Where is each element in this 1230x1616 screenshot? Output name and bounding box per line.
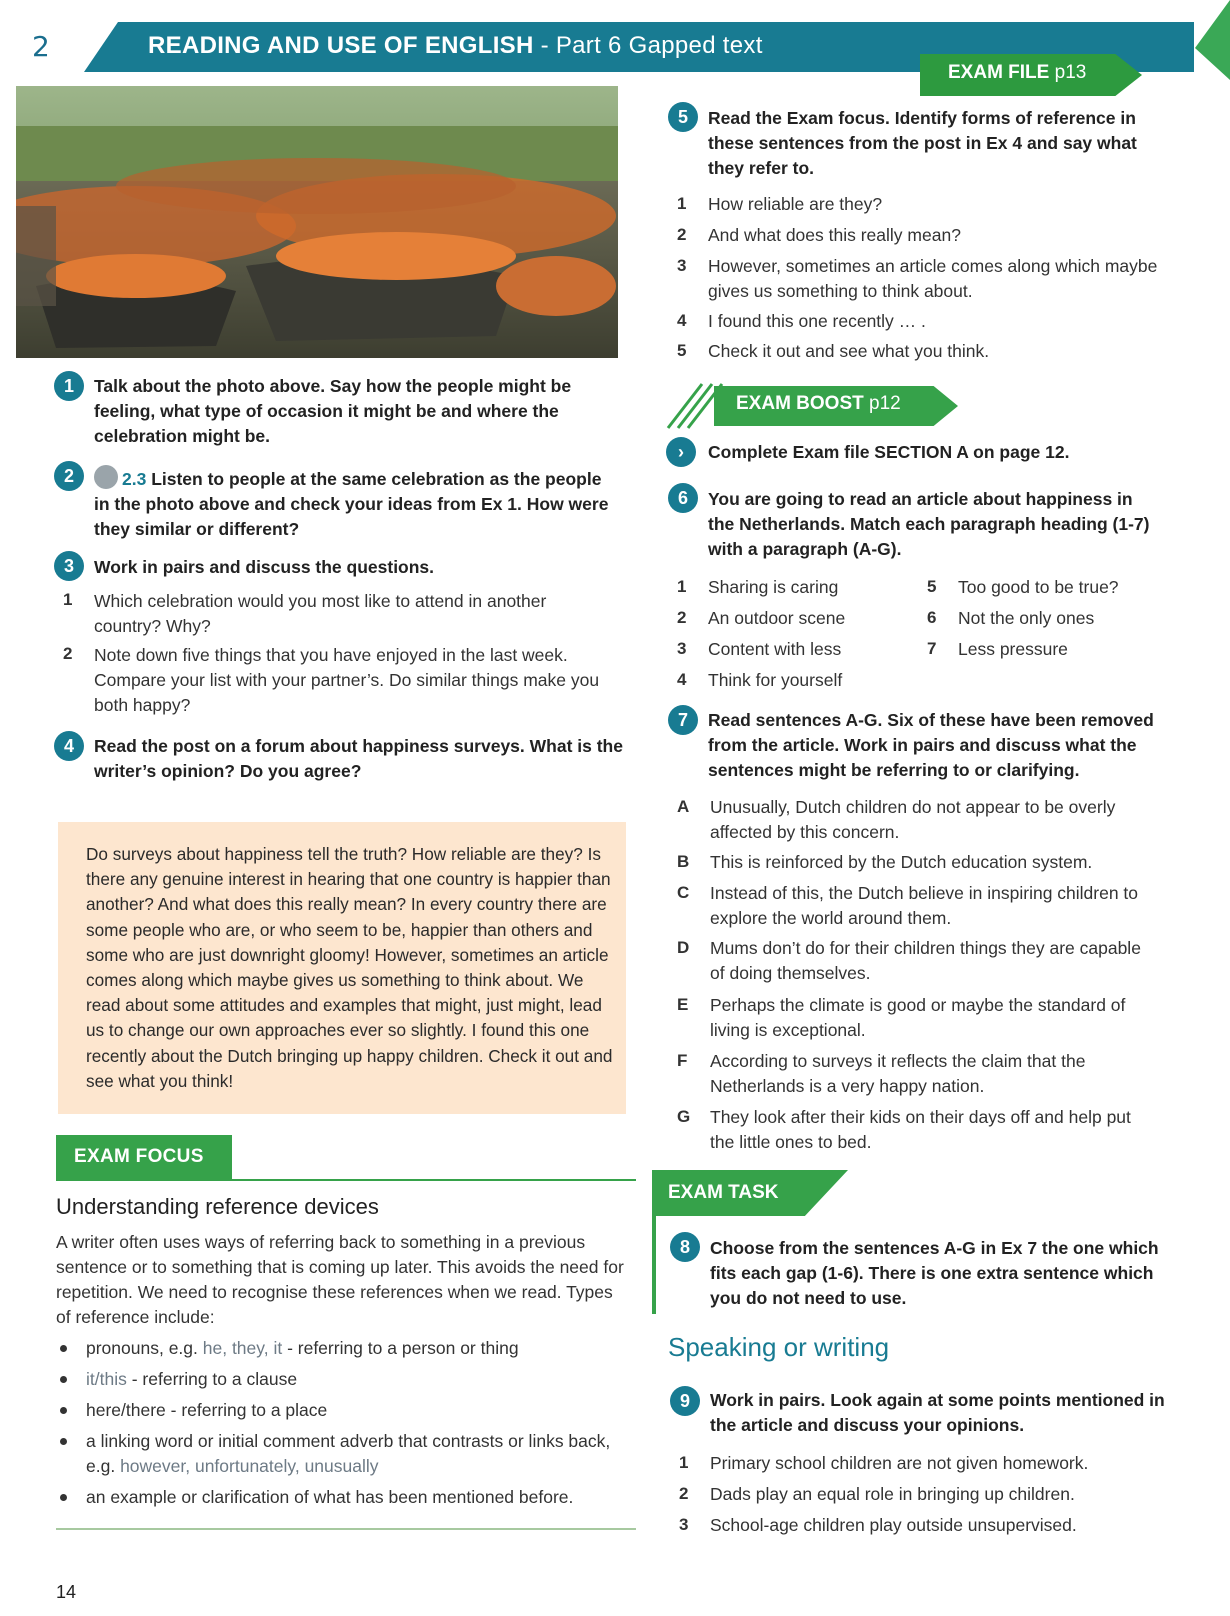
arrow-right-icon: › <box>666 437 696 467</box>
heading-number: 5 <box>927 577 937 596</box>
exercise-9-item-number: 2 <box>679 1484 689 1503</box>
exercise-3-instruction: Work in pairs and discuss the questions. <box>94 557 435 577</box>
exercise-5-item-number: 1 <box>677 194 687 213</box>
bullet-tail: - referring to a clause <box>126 1369 298 1389</box>
exam-boost-label-text: EXAM BOOST <box>736 393 864 414</box>
exercise-2-number: 2 <box>54 461 84 491</box>
paragraph-heading: Content with less <box>708 639 842 659</box>
exam-boost-instruction: Complete Exam file SECTION A on page 12. <box>708 442 1070 462</box>
bullet-dot <box>60 1494 67 1501</box>
exercise-5-item: And what does this really mean? <box>708 225 961 245</box>
bullet-dot <box>60 1407 67 1414</box>
exam-file-label[interactable] <box>948 62 1086 84</box>
reference-type-item <box>86 1367 626 1392</box>
exercise-3-number: 3 <box>54 551 84 581</box>
bullet-tail: - referring to a place <box>165 1400 328 1420</box>
exercise-9-item-number: 1 <box>679 1453 689 1472</box>
exercise-4-number: 4 <box>54 731 84 761</box>
exam-boost-page: p12 <box>863 393 901 414</box>
heading-number: 3 <box>677 639 687 658</box>
heading-number: 7 <box>927 639 937 658</box>
reference-type-item <box>86 1485 626 1510</box>
bullet-dot <box>60 1438 67 1445</box>
exam-focus-heading: Understanding reference devices <box>56 1194 379 1219</box>
exercise-9-item: Primary school children are not given homework. <box>710 1453 1089 1473</box>
sentence-letter: E <box>677 995 689 1014</box>
exercise-5-item-number: 2 <box>677 225 687 244</box>
exercise-7-number: 7 <box>668 705 698 735</box>
sentence-option: Instead of this, the Dutch believe in inspiring children to explore the world around them. <box>710 883 1139 928</box>
exercise-5-item: Check it out and see what you think. <box>708 341 990 361</box>
page-title <box>148 32 763 60</box>
exercise-8-instruction: Choose from the sentences A-G in Ex 7 the one which fits each gap (1-6). There is one extra sentence which you do not need to use. <box>710 1238 1159 1308</box>
divider <box>56 1528 636 1530</box>
exercise-3-item: Which celebration would you most like to attend in another country? Why? <box>94 591 547 636</box>
exercise-9-number: 9 <box>670 1386 700 1416</box>
paragraph-heading: Too good to be true? <box>958 577 1119 597</box>
heading-number: 2 <box>677 608 687 627</box>
audio-track-number[interactable]: 2.3 <box>122 469 147 489</box>
speaking-heading: Speaking or writing <box>668 1332 890 1362</box>
exam-focus-body: A writer often uses ways of referring back to something in a previous sentence or to something that is coming up later. This avoids the need for repetition. We need to recognise these references when we read. Types of reference include: <box>56 1232 624 1327</box>
paragraph-heading: Think for yourself <box>708 670 843 690</box>
sentence-option: Perhaps the climate is good or maybe the standard of living is exceptional. <box>710 995 1126 1040</box>
paragraph-heading: An outdoor scene <box>708 608 846 628</box>
sentence-letter: F <box>677 1051 688 1070</box>
page-number: 14 <box>56 1582 77 1602</box>
exam-file-label-text: EXAM FILE <box>948 62 1050 83</box>
exercise-8-number: 8 <box>670 1232 700 1262</box>
exercise-2-instruction <box>94 465 614 542</box>
exam-focus-label: EXAM FOCUS <box>74 1146 204 1167</box>
exam-task-label: EXAM TASK <box>668 1182 779 1203</box>
reference-type-item <box>86 1398 626 1423</box>
exercise-3-item-number: 1 <box>63 590 73 609</box>
paragraph-heading: Less pressure <box>958 639 1068 659</box>
exercise-9-item: School-age children play outside unsupervised. <box>710 1515 1077 1535</box>
exercise-9-instruction: Work in pairs. Look again at some points mentioned in the article and discuss your opinions. <box>710 1390 1165 1435</box>
canal-celebration-photo <box>16 86 618 358</box>
page-title-bold: READING AND USE OF ENGLISH <box>148 32 534 59</box>
exercise-5-number: 5 <box>668 102 698 132</box>
sentence-option: This is reinforced by the Dutch education system. <box>710 852 1093 872</box>
forum-post-text: Do surveys about happiness tell the truth? How reliable are they? Is there any genuine interest in hearing that one country is happier than another? And what does this really mean? In every country there are some people who are, or who seem to be, happier than others and some who are just downright gloomy! However, sometimes an article comes along which maybe gives us something to think about. We read about some attitudes and examples that might, just might, lead us to change our own approaches ever so slightly. I found this one recently about the Dutch bringing up happy children. Check it out and see what you think! <box>86 844 613 1091</box>
bullet-example: it/this <box>86 1369 127 1389</box>
divider <box>56 1179 636 1181</box>
bullet-example: however, unfortunately, unusually <box>120 1456 379 1476</box>
exercise-6-instruction: You are going to read an article about happiness in the Netherlands. Match each paragraph heading (1-7) with a paragraph (A-G). <box>708 489 1150 559</box>
heading-number: 6 <box>927 608 937 627</box>
reference-type-item <box>86 1336 626 1361</box>
exercise-5-item-number: 5 <box>677 341 687 360</box>
exercise-1-instruction: Talk about the photo above. Say how the people might be feeling, what type of occasion it might be and where the celebration might be. <box>94 376 572 446</box>
exercise-3-item: Note down five things that you have enjoyed in the last week. Compare your list with your partner’s. Do similar things make you both happy? <box>94 645 600 715</box>
unit-number: 2 <box>32 30 50 63</box>
bullet-lead: an example or clarification of what has been mentioned before. <box>86 1487 574 1507</box>
sentence-option: According to surveys it reflects the claim that the Netherlands is a very happy nation. <box>710 1051 1086 1096</box>
exercise-9-item-number: 3 <box>679 1515 689 1534</box>
bullet-lead: a linking word or initial comment adverb that contrasts or links back, e.g. <box>86 1431 611 1476</box>
bullet-tail: - referring to a person or thing <box>282 1338 519 1358</box>
bullet-example: he, they, it <box>202 1338 283 1358</box>
exercise-5-item: I found this one recently … . <box>708 311 926 331</box>
audio-icon[interactable] <box>94 465 118 489</box>
sentence-letter: D <box>677 938 690 957</box>
exercise-3-item-number: 2 <box>63 644 73 663</box>
reference-type-item <box>86 1429 626 1479</box>
exercise-7-instruction: Read sentences A-G. Six of these have been removed from the article. Work in pairs and discuss what the sentences might be referring to or clarifying. <box>708 710 1154 780</box>
bullet-dot <box>60 1376 67 1383</box>
sentence-letter: A <box>677 797 690 816</box>
bullet-example: here/there <box>86 1400 166 1420</box>
exercise-4-instruction: Read the post on a forum about happiness surveys. What is the writer’s opinion? Do you agree? <box>94 736 623 781</box>
heading-number: 1 <box>677 577 687 596</box>
exercise-5-instruction: Read the Exam focus. Identify forms of reference in these sentences from the post in Ex 4 and say what they refer to. <box>708 108 1137 178</box>
sentence-letter: B <box>677 852 690 871</box>
bullet-dot <box>60 1345 67 1352</box>
paragraph-heading: Sharing is caring <box>708 577 839 597</box>
sentence-option: Unusually, Dutch children do not appear to be overly affected by this concern. <box>710 797 1116 842</box>
paragraph-heading: Not the only ones <box>958 608 1095 628</box>
page-title-rest: - Part 6 Gapped text <box>533 32 763 59</box>
sentence-letter: G <box>677 1107 691 1126</box>
exercise-5-item-number: 4 <box>677 311 687 330</box>
exercise-6-number: 6 <box>668 483 698 513</box>
exercise-5-item-number: 3 <box>677 256 687 275</box>
sentence-letter: C <box>677 883 690 902</box>
divider <box>652 1214 656 1314</box>
heading-number: 4 <box>677 670 687 689</box>
exam-file-page: p13 <box>1049 62 1087 83</box>
exercise-1-number: 1 <box>54 371 84 401</box>
exercise-5-item: How reliable are they? <box>708 194 883 214</box>
sentence-option: Mums don’t do for their children things they are capable of doing themselves. <box>710 938 1141 983</box>
exam-boost-label[interactable] <box>736 393 901 415</box>
bullet-lead: pronouns, e.g. <box>86 1338 203 1358</box>
exercise-5-item: However, sometimes an article comes along which maybe gives us something to think about. <box>708 256 1158 301</box>
exercise-2-text: Listen to people at the same celebration as the people in the photo above and check your ideas from Ex 1. How were they similar or different? <box>94 469 609 539</box>
exercise-9-item: Dads play an equal role in bringing up children. <box>710 1484 1075 1504</box>
sentence-option: They look after their kids on their days off and help put the little ones to bed. <box>710 1107 1131 1152</box>
